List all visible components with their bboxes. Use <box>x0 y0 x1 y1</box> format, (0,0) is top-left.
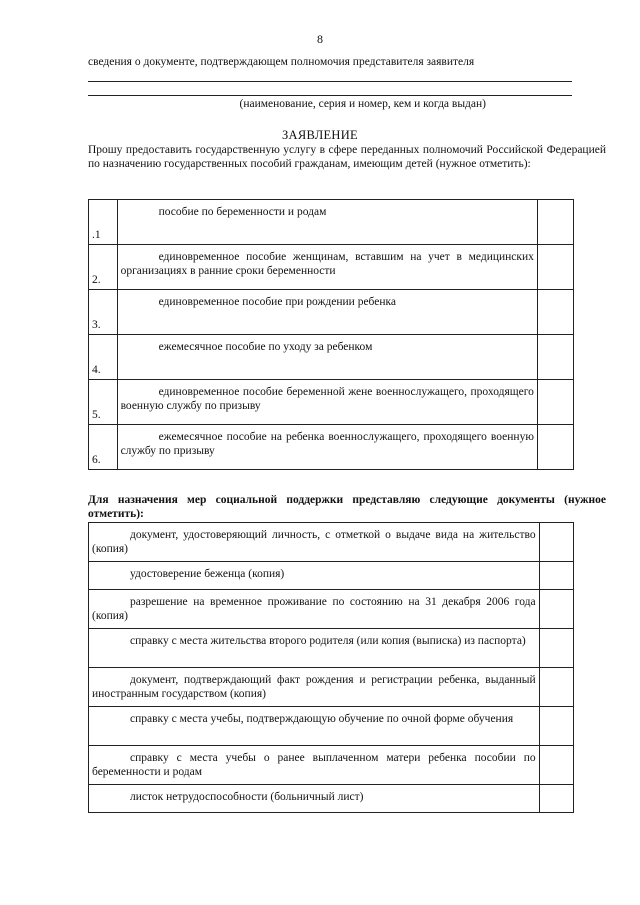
benefit-row <box>89 425 574 470</box>
document-row <box>89 523 574 562</box>
document-checkbox[interactable] <box>539 523 573 562</box>
document-text: справку с места жительства второго родителя (или копия (выписка) из паспорта) <box>89 629 540 668</box>
benefit-checkbox[interactable] <box>537 290 573 335</box>
documents-table <box>88 522 574 813</box>
document-row <box>89 746 574 785</box>
documents-heading: Для назначения мер социальной поддержки представляю следующие документы (нужное отметить): <box>88 494 606 520</box>
page-number: 8 <box>317 32 323 46</box>
document-checkbox[interactable] <box>539 785 573 813</box>
document-checkbox[interactable] <box>539 629 573 668</box>
application-heading: ЗАЯВЛЕНИЕ <box>282 128 358 142</box>
document-text: разрешение на временное проживание по состоянию на 31 декабря 2006 года (копия) <box>89 590 540 629</box>
benefit-number: 6. <box>89 425 118 470</box>
document-row <box>89 707 574 746</box>
benefit-text: единовременное пособие женщинам, вставшим на учет в медицинских организациях в ранние сроки беременности <box>117 245 537 290</box>
benefit-checkbox[interactable] <box>537 245 573 290</box>
document-checkbox[interactable] <box>539 746 573 785</box>
benefit-number: 5. <box>89 380 118 425</box>
document-checkbox[interactable] <box>539 562 573 590</box>
benefit-checkbox[interactable] <box>537 335 573 380</box>
benefit-row <box>89 245 574 290</box>
benefits-table <box>88 199 574 470</box>
document-checkbox[interactable] <box>539 668 573 707</box>
document-text: документ, подтверждающий факт рождения и регистрации ребенка, выданный иностранным государством (копия) <box>89 668 540 707</box>
fill-in-line-2[interactable] <box>88 95 572 96</box>
benefit-checkbox[interactable] <box>537 200 573 245</box>
benefit-text: ежемесячное пособие по уходу за ребенком <box>117 335 537 380</box>
benefit-number: 2. <box>89 245 118 290</box>
benefit-checkbox[interactable] <box>537 380 573 425</box>
benefit-number: 3. <box>89 290 118 335</box>
benefit-text: единовременное пособие беременной жене военнослужащего, проходящего военную службу по призыву <box>117 380 537 425</box>
document-row <box>89 590 574 629</box>
document-row <box>89 562 574 590</box>
benefit-row <box>89 380 574 425</box>
caption-text: (наименование, серия и номер, кем и когда выдан) <box>239 98 486 110</box>
benefit-row <box>89 200 574 245</box>
document-text: листок нетрудоспособности (больничный лист) <box>89 785 540 813</box>
document-text: справку с места учебы, подтверждающую обучение по очной форме обучения <box>89 707 540 746</box>
benefit-text: единовременное пособие при рождении ребенка <box>117 290 537 335</box>
document-text: справку с места учебы о ранее выплаченном матери ребенка пособии по беременности и родам <box>89 746 540 785</box>
benefit-text: пособие по беременности и родам <box>117 200 537 245</box>
document-text: удостоверение беженца (копия) <box>89 562 540 590</box>
benefit-row <box>89 290 574 335</box>
document-caption <box>88 98 572 110</box>
document-row <box>89 785 574 813</box>
benefit-text: ежемесячное пособие на ребенка военнослужащего, проходящего военную службу по призыву <box>117 425 537 470</box>
fill-in-line-1[interactable] <box>88 81 572 82</box>
document-row <box>89 668 574 707</box>
benefit-row <box>89 335 574 380</box>
benefit-number: .1 <box>89 200 118 245</box>
document-row <box>89 629 574 668</box>
benefit-checkbox[interactable] <box>537 425 573 470</box>
document-checkbox[interactable] <box>539 707 573 746</box>
request-text: Прошу предоставить государственную услугу в сфере переданных полномочий Российской Федерацией по назначению государственных пособий гражданам, имеющим детей (нужное отметить): <box>88 144 606 170</box>
benefit-number: 4. <box>89 335 118 380</box>
document-checkbox[interactable] <box>539 590 573 629</box>
representative-document-label: сведения о документе, подтверждающем полномочия представителя заявителя <box>88 56 475 68</box>
document-text: документ, удостоверяющий личность, с отметкой о выдаче вида на жительство (копия) <box>89 523 540 562</box>
